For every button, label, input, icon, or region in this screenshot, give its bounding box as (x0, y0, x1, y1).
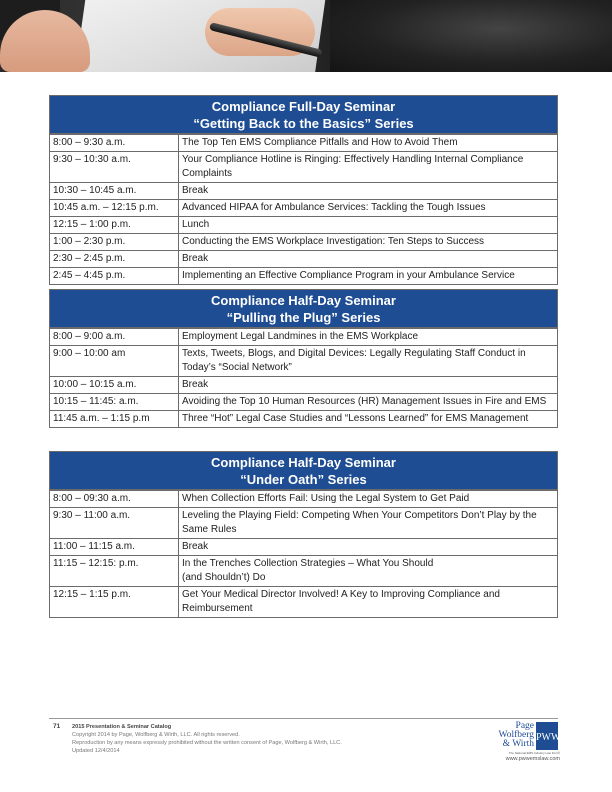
session-time: 10:15 – 11:45: a.m. (50, 394, 179, 410)
table-row (50, 490, 557, 507)
logo-monogram: PWW (536, 722, 558, 750)
seminar-subtitle: “Getting Back to the Basics” Series (193, 116, 414, 131)
session-topic: Advanced HIPAA for Ambulance Services: Tackling the Tough Issues (182, 202, 486, 213)
session-time: 8:00 – 9:30 a.m. (50, 135, 179, 151)
session-time: 8:00 – 9:00 a.m. (50, 329, 179, 345)
session-time: 8:00 – 09:30 a.m. (50, 491, 179, 507)
seminar-header (50, 290, 557, 328)
session-topic: Lunch (182, 219, 210, 230)
table-row (50, 555, 557, 586)
reproduction-line: Reproduction by any means expressly prohibited without the written consent of Page, Wolfberg & Wirth, LLC. (72, 740, 342, 746)
session-time: 10:45 a.m. – 12:15 p.m. (50, 200, 179, 216)
session-topic: Leveling the Playing Field: Competing When Your Competitors Don’t Play by the Same Rules (182, 510, 537, 535)
table-row (50, 328, 557, 345)
seminar-header (50, 452, 557, 490)
table-row (50, 216, 557, 233)
session-topic: Implementing an Effective Compliance Program in your Ambulance Service (182, 270, 515, 281)
table-row (50, 267, 557, 284)
seminar-header (50, 96, 557, 134)
seminar-subtitle: “Pulling the Plug” Series (226, 310, 381, 325)
session-topic: Get Your Medical Director Involved! A Key to Improving Compliance and Reimbursement (182, 589, 500, 614)
session-topic: Avoiding the Top 10 Human Resources (HR) Management Issues in Fire and EMS (182, 396, 547, 407)
footer-text (72, 723, 342, 755)
website-url: www.pwwemslaw.com (505, 756, 560, 762)
seminar-subtitle: “Under Oath” Series (240, 472, 367, 487)
table-row (50, 233, 557, 250)
table-row (50, 182, 557, 199)
session-time: 10:30 – 10:45 a.m. (50, 183, 179, 199)
session-time: 11:45 a.m. – 1:15 p.m (50, 411, 179, 427)
session-time: 9:00 – 10:00 am (50, 346, 179, 376)
session-topic: Break (182, 185, 209, 196)
session-time: 9:30 – 10:30 a.m. (50, 152, 179, 182)
session-time: 12:15 – 1:00 p.m. (50, 217, 179, 233)
session-time: 2:30 – 2:45 p.m. (50, 251, 179, 267)
session-topic: Employment Legal Landmines in the EMS Workplace (182, 331, 419, 342)
copyright-line: Copyright 2014 by Page, Wolfberg & Wirth, LLC. All rights reserved. (72, 732, 240, 738)
session-time: 10:00 – 10:15 a.m. (50, 377, 179, 393)
session-topic: Three “Hot” Legal Case Studies and “Lessons Learned” for EMS Management (182, 413, 529, 424)
header-photo (0, 0, 612, 72)
session-topic: In the Trenches Collection Strategies – What You Should (and Shouldn’t) Do (182, 558, 434, 583)
table-row (50, 151, 557, 182)
seminar-title: Compliance Full-Day Seminar (211, 99, 396, 114)
table-row (50, 507, 557, 538)
table-row (50, 586, 557, 617)
session-topic: Conducting the EMS Workplace Investigation: Ten Steps to Success (182, 236, 485, 247)
session-topic: When Collection Efforts Fail: Using the Legal System to Get Paid (182, 493, 470, 504)
seminar-title: Compliance Half-Day Seminar (211, 455, 396, 470)
session-topic: Texts, Tweets, Blogs, and Digital Devices: Legally Regulating Staff Conduct in Today’s “Social Network” (182, 348, 526, 373)
session-time: 11:15 – 12:15: p.m. (50, 556, 179, 586)
seminar-title: Compliance Half-Day Seminar (211, 293, 396, 308)
session-topic: The Top Ten EMS Compliance Pitfalls and How to Avoid Them (182, 137, 458, 148)
session-topic: Break (182, 541, 209, 552)
footer-divider (49, 718, 558, 719)
session-time: 1:00 – 2:30 p.m. (50, 234, 179, 250)
session-time: 12:15 – 1:15 p.m. (50, 587, 179, 617)
seminar-table-full-day (49, 95, 558, 285)
table-row (50, 199, 557, 216)
catalog-title: 2015 Presentation & Seminar Catalog (72, 724, 172, 730)
session-topic: Break (182, 253, 209, 264)
session-time: 9:30 – 11:00 a.m. (50, 508, 179, 538)
table-row (50, 134, 557, 151)
session-time: 11:00 – 11:15 a.m. (50, 539, 179, 555)
firm-logo (492, 720, 560, 765)
logo-tagline: The National EMS Industry Law Firm® (508, 751, 560, 755)
seminar-table-pulling-the-plug (49, 289, 558, 428)
session-topic: Break (182, 379, 209, 390)
session-topic: Your Compliance Hotline is Ringing: Effectively Handling Internal Compliance Complaints (182, 154, 524, 179)
session-time: 2:45 – 4:45 p.m. (50, 268, 179, 284)
table-row (50, 345, 557, 376)
updated-line: Updated 12/4/2014 (72, 748, 120, 754)
table-row (50, 393, 557, 410)
seminar-table-under-oath (49, 451, 558, 618)
page-number: 71 (53, 723, 61, 730)
table-row (50, 410, 557, 427)
table-row (50, 538, 557, 555)
logo-wordmark: Page Wolfberg & Wirth (498, 721, 534, 749)
table-row (50, 376, 557, 393)
table-row (50, 250, 557, 267)
